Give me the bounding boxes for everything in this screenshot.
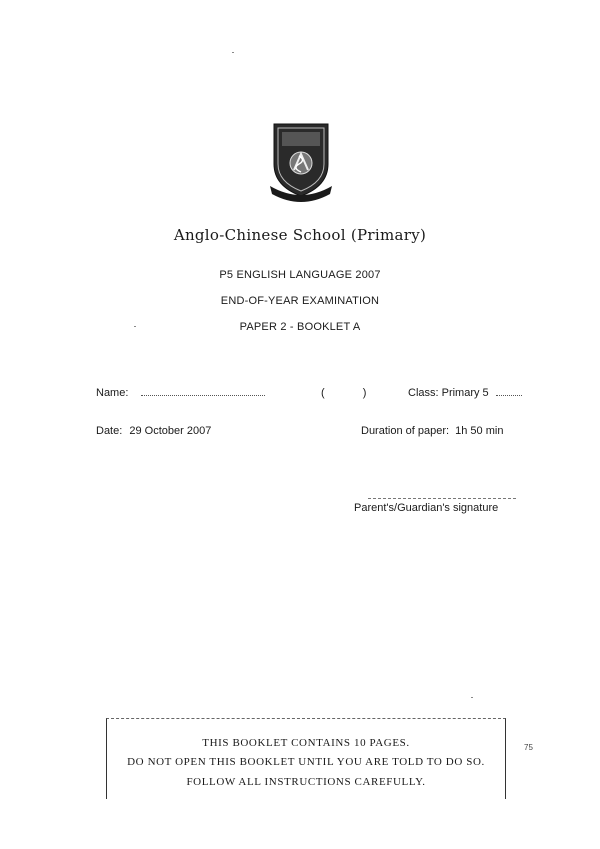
- instruction-line: DO NOT OPEN THIS BOOKLET UNTIL YOU ARE TOLD TO DO SO.: [127, 756, 485, 768]
- instructions-box: [106, 718, 506, 799]
- school-name: Anglo-Chinese School (Primary): [173, 226, 427, 244]
- date-label: Date:: [96, 425, 123, 437]
- marks-total: 75: [524, 743, 533, 752]
- signature-label: Parent's/Guardian's signature: [354, 502, 499, 514]
- instruction-line: FOLLOW ALL INSTRUCTIONS CAREFULLY.: [186, 776, 426, 788]
- date-field: [96, 425, 211, 437]
- school-crest-logo: [270, 118, 332, 206]
- index-close-bracket: ): [362, 387, 367, 399]
- name-blank: [141, 395, 265, 396]
- class-blank: [496, 395, 522, 396]
- index-number-field: [321, 387, 366, 399]
- exam-paper: PAPER 2 - BOOKLET A: [239, 321, 361, 333]
- index-open-bracket: (: [321, 387, 325, 399]
- scan-speck: [471, 697, 473, 698]
- duration-value: 1h 50 min: [455, 425, 504, 437]
- duration-label: Duration of paper:: [361, 425, 450, 437]
- date-value: 29 October 2007: [129, 425, 212, 437]
- class-field: [408, 387, 522, 399]
- duration-field: [361, 425, 503, 437]
- scan-speck: [232, 52, 234, 53]
- name-label: Name:: [96, 387, 129, 399]
- exam-subject: P5 ENGLISH LANGUAGE 2007: [219, 269, 381, 281]
- signature-line: [368, 498, 516, 499]
- class-label: Class: Primary 5: [408, 387, 489, 399]
- exam-title: END-OF-YEAR EXAMINATION: [220, 295, 380, 307]
- instruction-line: THIS BOOKLET CONTAINS 10 PAGES.: [202, 737, 410, 749]
- name-field: [96, 387, 265, 399]
